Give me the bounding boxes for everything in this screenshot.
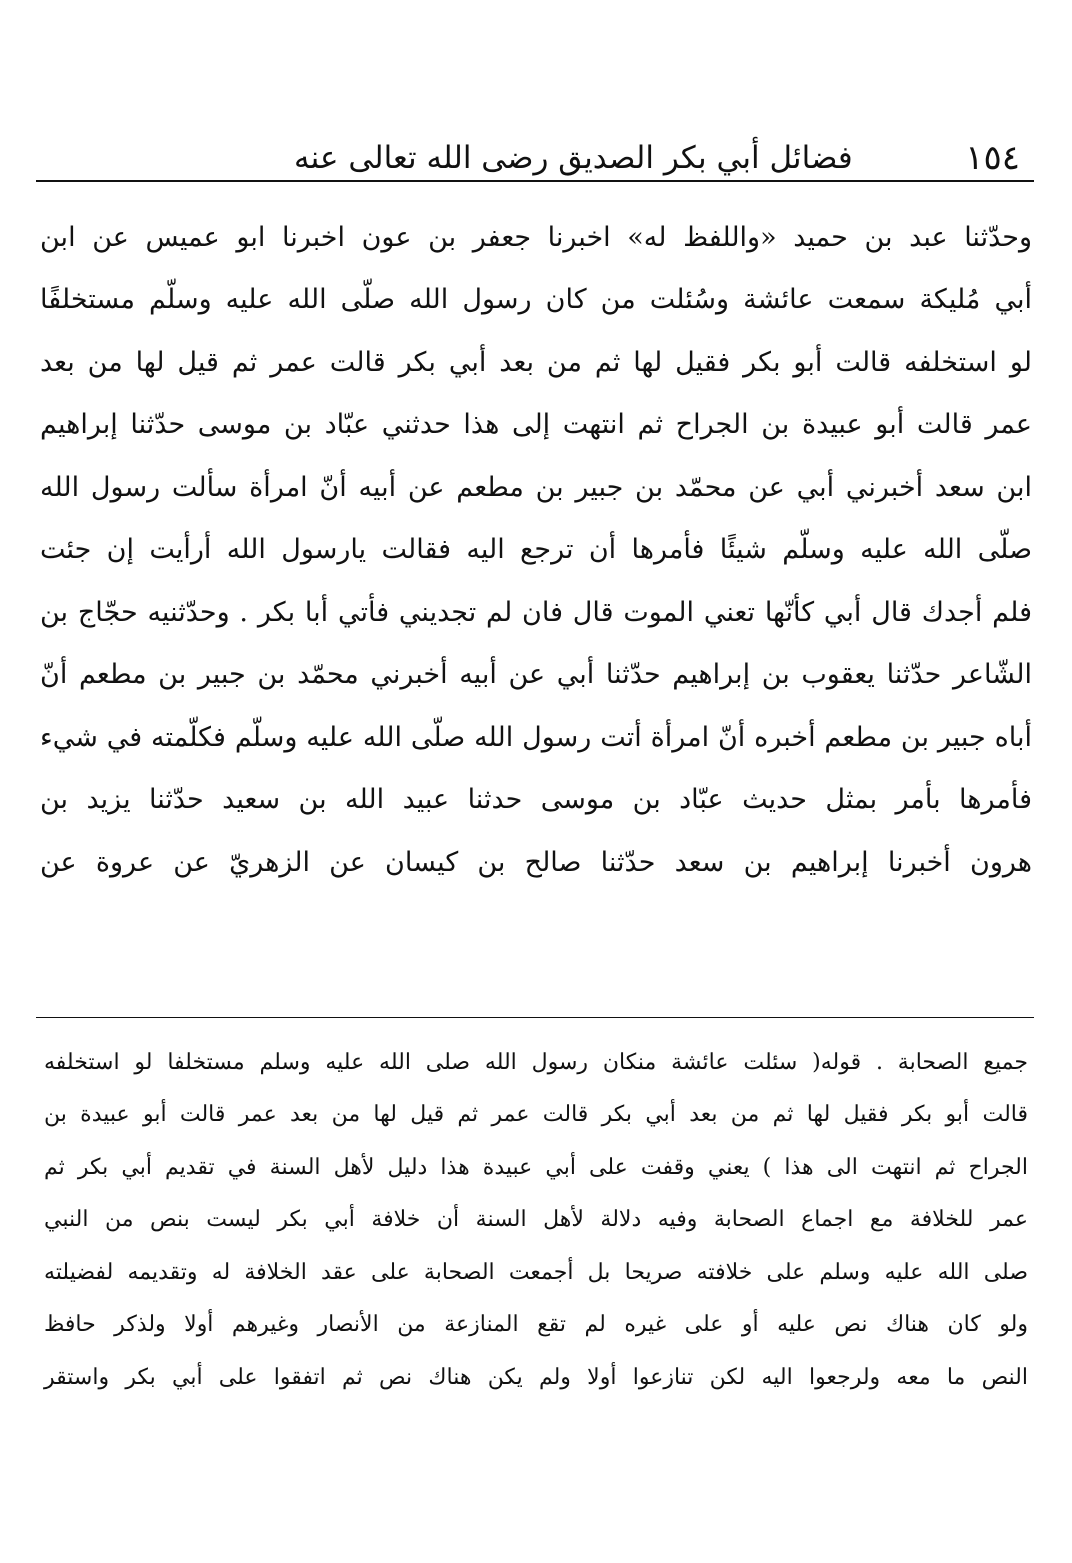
commentary-line: جميع الصحابة . قوله( سئلت عائشة منكان رسول الله صلى الله عليه وسلم مستخلفا لو استخلفه [44,1049,1028,1075]
text-line: عمر قالت أبو عبيدة بن الجراح ثم انتهت إلى هذا حدثني عبّاد بن موسى حدّثنا إبراهيم [40,409,1032,441]
commentary-line: قالت أبو بكر فقيل لها ثم من بعد أبي بكر قالت عمر ثم قيل لها من بعد عمر قالت أبو عبيدة بن [44,1102,1028,1128]
running-title: فضائل أبي بكر الصديق رضى الله تعالى عنه [294,140,853,176]
text-line: أبي مُليكة سمعت عائشة وسُئلت من كان رسول الله صلّى الله عليه وسلّم مستخلفًا [40,284,1032,316]
text-line: صلّى الله عليه وسلّم شيئًا فأمرها أن ترجع اليه فقالت يارسول الله أرأيت إن جئت [40,534,1032,566]
running-header [36,128,1034,178]
text-line: أباه جبير بن مطعم أخبره أنّ امرأة أتت رسول الله صلّى الله عليه وسلّم فكلّمته في شيء [40,721,1032,753]
header-rule [36,180,1034,182]
text-line: الشّاعر حدّثنا يعقوب بن إبراهيم حدّثنا أبي عن أبيه أخبرني محمّد بن جبير بن مطعم أنّ [40,659,1032,691]
text-line: ابن سعد أخبرني أبي عن محمّد بن جبير بن مطعم عن أبيه أنّ امرأة سألت رسول الله [40,471,1032,503]
commentary-line: صلى الله عليه وسلم على خلافته صريحا بل أجمعت الصحابة على عقد الخلافة له وتقديمه لفضيلته [44,1259,1028,1285]
text-line: فلم أجدك قال أبي كأنّها تعني الموت قال فان لم تجديني فأتي أبا بكر . وحدّثنيه حجّاج بن [40,596,1032,628]
text-line: لو استخلفه قالت أبو بكر فقيل لها ثم من بعد أبي بكر قالت عمر ثم قيل لها من بعد [40,346,1032,378]
commentary-line: ولو كان هناك نص عليه أو على غيره لم تقع المنازعة من الأنصار وغيرهم أولا ولذكر حافظ [44,1312,1028,1338]
text-line: وحدّثنا عبد بن حميد «واللفظ له» اخبرنا جعفر بن عون اخبرنا ابو عميس عن ابن [40,221,1032,253]
commentary-line: النص ما معه ولرجعوا اليه لكن تنازعوا أولا ولم يكن هناك نص ثم اتفقوا على أبي بكر واستقر [44,1364,1028,1390]
commentary-line: عمر للخلافة مع اجماع الصحابة وفيه دلالة لأهل السنة أن خلافة أبي بكر ليست بنص من النبي [44,1207,1028,1233]
text-line: هرون أخبرنا إبراهيم بن سعد حدّثنا صالح بن كيسان عن الزهريّ عن عروة عن [40,846,1032,878]
page-number: ١٥٤ [965,138,1020,178]
commentary-line: الجراح ثم انتهت الى هذا ) يعني وقفت على أبي عبيدة هذا دليل لأهل السنة في تقديم أبي بكر ثم [44,1154,1028,1180]
commentary-rule [36,1017,1034,1018]
commentary-text [44,1036,1028,1404]
text-line: فأمرها بأمر بمثل حديث عبّاد بن موسى حدثنا عبيد الله بن سعيد حدّثنا يزيد بن [40,784,1032,816]
hadith-text [40,206,1032,894]
